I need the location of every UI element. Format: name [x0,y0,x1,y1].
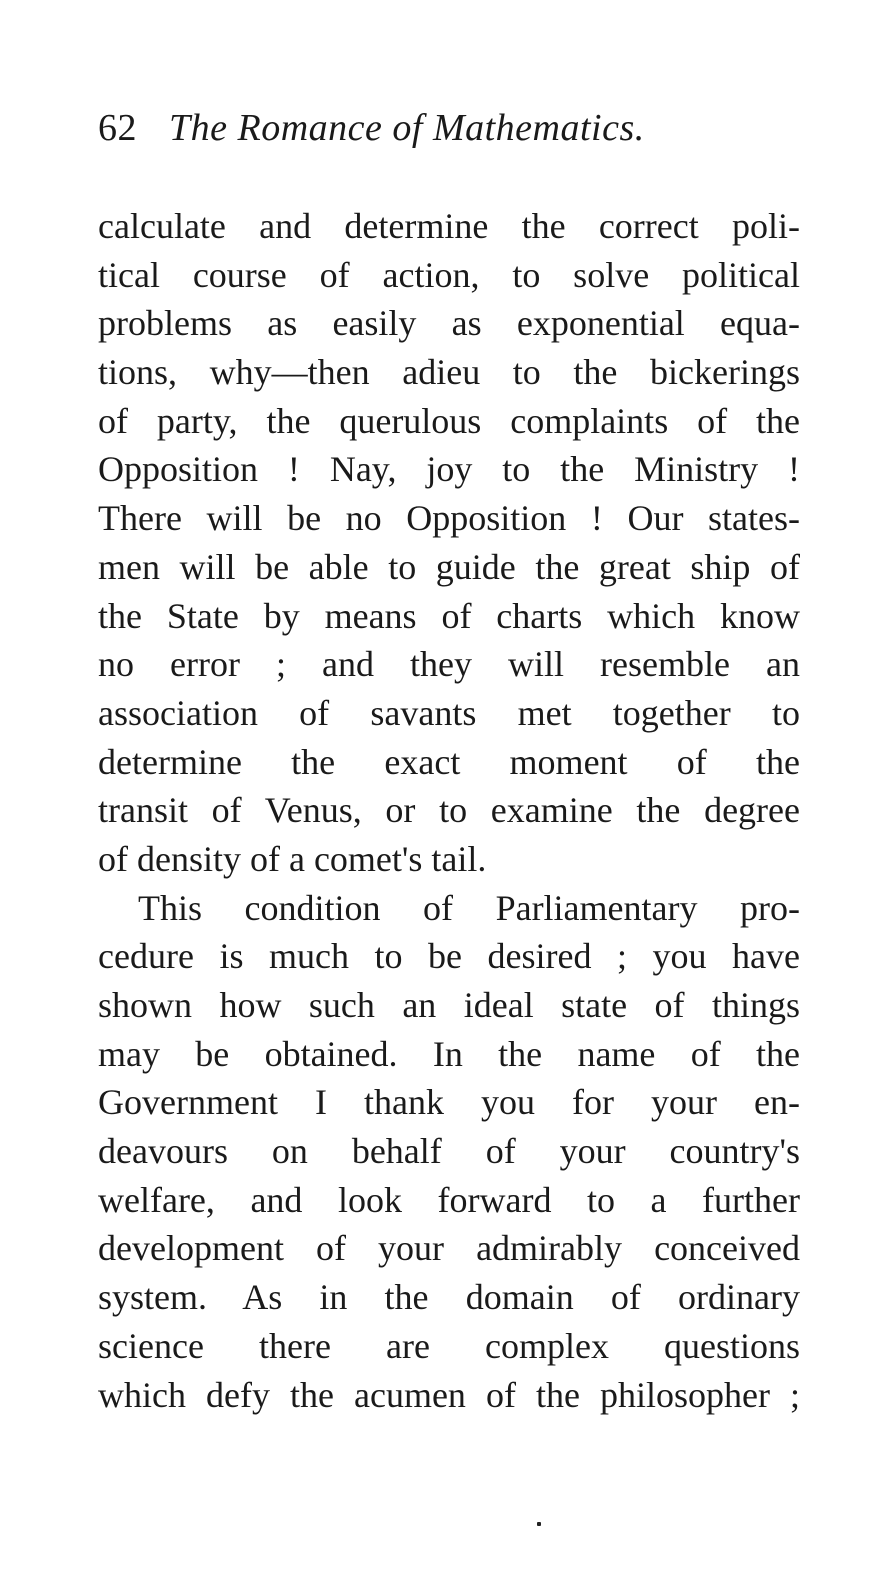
text-line: determine the exact moment of the [98,741,800,782]
text-line: transit of Venus, or to examine the degree [98,790,800,831]
ink-speck [537,1522,541,1526]
text-line: may be obtained. In the name of the [98,1033,800,1074]
text-line: deavours on behalf of your country's [98,1131,800,1172]
text-line: calculate and determine the correct poli- [98,206,800,246]
text-line: Opposition ! Nay, joy to the Ministry ! [98,449,800,490]
text-line: welfare, and look forward to a further [98,1179,800,1220]
text-line: association of savants met together to [98,692,800,733]
text-line: This condition of Parliamentary pro- [138,887,800,928]
body-text [98,202,800,1419]
text-line: development of your admirably conceived [98,1228,800,1269]
text-line: no error ; and they will resemble an [98,644,800,685]
text-line: tical course of action, to solve political [98,254,800,295]
paragraph-2 [98,884,800,1420]
text-line: of party, the querulous complaints of the [98,400,800,441]
text-line: tions, why—then adieu to the bickerings [98,352,800,393]
book-title: The Romance of Mathematics. [169,107,645,149]
page-number: 62 [98,107,137,149]
text-line: which defy the acumen of the philosopher ; [98,1374,800,1415]
text-line: Government I thank you for your en- [98,1082,800,1123]
text-line: science there are complex questions [98,1325,800,1366]
running-head [98,104,738,152]
text-line: of density of a comet's tail. [98,838,487,879]
paragraph-1 [98,202,800,884]
text-line: cedure is much to be desired ; you have [98,936,800,977]
text-line: the State by means of charts which know [98,595,800,636]
text-line: system. As in the domain of ordinary [98,1277,800,1318]
text-line: men will be able to guide the great ship of [98,546,800,587]
text-line: shown how such an ideal state of things [98,985,800,1025]
text-line: There will be no Opposition ! Our states- [98,498,800,539]
text-line: problems as easily as exponential equa- [98,303,800,344]
